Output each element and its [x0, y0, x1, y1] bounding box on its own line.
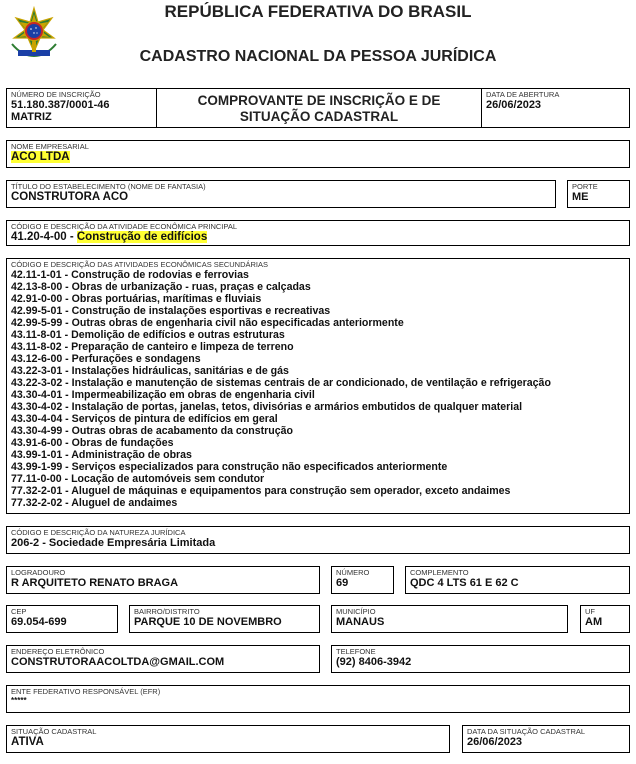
inscricao-label: NÚMERO DE INSCRIÇÃO [11, 90, 101, 99]
atividade-principal-code: 41.20-4-00 [11, 231, 67, 243]
logradouro-box [6, 566, 320, 594]
bairro-value: PARQUE 10 DE NOVEMBRO [134, 616, 282, 628]
porte-value: ME [572, 191, 589, 203]
situacao-value: ATIVA [11, 736, 44, 748]
numero-box [331, 566, 394, 594]
atividade-principal-box [6, 220, 630, 246]
inscricao-type: MATRIZ [11, 111, 52, 123]
email-label: ENDEREÇO ELETRÔNICO [11, 647, 105, 656]
uf-box [580, 605, 630, 633]
atividade-secundaria-item: 43.11-8-02 - Preparação de canteiro e limpeza de terreno [11, 341, 294, 353]
atividade-principal-label: CÓDIGO E DESCRIÇÃO DA ATIVIDADE ECONÔMICA PRINCIPAL [11, 222, 238, 231]
atividade-secundaria-item: 77.32-2-02 - Aluguel de andaimes [11, 497, 178, 509]
atividade-secundaria-item: 77.11-0-00 - Locação de automóveis sem condutor [11, 473, 265, 485]
email-value: CONSTRUTORAACOLTDA@GMAIL.COM [11, 656, 225, 668]
nome-fantasia-label: TÍTULO DO ESTABELECIMENTO (NOME DE FANTASIA) [11, 182, 206, 191]
situacao-box [6, 725, 450, 753]
atividade-secundaria-item: 43.99-1-99 - Serviços especializados para construção não especificados anteriormente [11, 461, 448, 473]
complemento-value: QDC 4 LTS 61 E 62 C [410, 577, 519, 589]
atividade-secundaria-item: 43.11-8-01 - Demolição de edifícios e outras estruturas [11, 329, 285, 341]
porte-box [567, 180, 630, 208]
atividades-secundarias-list [11, 269, 625, 509]
nome-fantasia-box [6, 180, 556, 208]
atividade-secundaria-item: 43.30-4-02 - Instalação de portas, janelas, tetos, divisórias e armários embutidos de qualquer material [11, 401, 523, 413]
numero-value: 69 [336, 577, 349, 589]
uf-label: UF [585, 607, 595, 616]
atividades-secundarias-box [6, 258, 630, 514]
atividade-secundaria-item: 42.91-0-00 - Obras portuárias, marítimas e fluviais [11, 293, 262, 305]
nome-empresarial-box [6, 140, 630, 168]
numero-label: NÚMERO [336, 568, 370, 577]
natureza-juridica-value: 206-2 - Sociedade Empresária Limitada [11, 537, 216, 549]
nome-fantasia-value: CONSTRUTORA ACO [11, 191, 129, 203]
natureza-juridica-label: CÓDIGO E DESCRIÇÃO DA NATUREZA JURÍDICA [11, 528, 186, 537]
municipio-value: MANAUS [336, 616, 385, 628]
cep-value: 69.054-699 [11, 616, 67, 628]
municipio-box [331, 605, 568, 633]
inscricao-box [6, 88, 157, 128]
atividade-principal-description: Construção de edifícios [76, 231, 208, 243]
cep-box [6, 605, 118, 633]
nome-empresarial-value: ACO LTDA [11, 151, 70, 163]
bairro-label: BAIRRO/DISTRITO [134, 607, 200, 616]
telefone-value: (92) 8406-3942 [336, 656, 412, 668]
header-title: REPÚBLICA FEDERATIVA DO BRASIL [164, 2, 472, 21]
atividade-secundaria-item: 42.99-5-01 - Construção de instalações esportivas e recreativas [11, 305, 331, 317]
atividade-principal-separator: - [66, 231, 77, 243]
natureza-juridica-box [6, 526, 630, 554]
cep-label: CEP [11, 607, 27, 616]
logradouro-value: R ARQUITETO RENATO BRAGA [11, 577, 179, 589]
header-subtitle: CADASTRO NACIONAL DA PESSOA JURÍDICA [139, 48, 497, 65]
data-abertura-label: DATA DE ABERTURA [486, 90, 560, 99]
complemento-box [405, 566, 630, 594]
atividade-secundaria-item: 43.30-4-04 - Serviços de pintura de edifícios em geral [11, 413, 278, 425]
situacao-label: SITUAÇÃO CADASTRAL [11, 727, 97, 736]
atividade-secundaria-item: 43.30-4-01 - Impermeabilização em obras de engenharia civil [11, 389, 315, 401]
data-situacao-value: 26/06/2023 [467, 736, 523, 748]
municipio-label: MUNICÍPIO [336, 607, 376, 616]
uf-value: AM [585, 616, 603, 628]
nome-empresarial-label: NOME EMPRESARIAL [11, 142, 89, 151]
telefone-box [331, 645, 630, 673]
atividade-secundaria-item: 42.13-8-00 - Obras de urbanização - ruas, praças e calçadas [11, 281, 311, 293]
atividade-secundaria-item: 77.32-2-01 - Aluguel de máquinas e equipamentos para construção sem operador, exceto andaimes [11, 485, 511, 497]
email-box [6, 645, 320, 673]
efr-label: ENTE FEDERATIVO RESPONSÁVEL (EFR) [11, 687, 161, 696]
efr-box [6, 685, 630, 713]
document-title: COMPROVANTE DE INSCRIÇÃO E DE SITUAÇÃO CADASTRAL [197, 93, 441, 124]
data-situacao-label: DATA DA SITUAÇÃO CADASTRAL [467, 727, 586, 736]
atividades-secundarias-label: CÓDIGO E DESCRIÇÃO DAS ATIVIDADES ECONÔMICAS SECUNDÁRIAS [11, 260, 268, 269]
atividade-secundaria-item: 43.12-6-00 - Perfurações e sondagens [11, 353, 201, 365]
atividade-secundaria-item: 43.22-3-02 - Instalação e manutenção de sistemas centrais de ar condicionado, de ventilação e refrigeração [11, 377, 551, 389]
data-abertura-box [481, 88, 630, 128]
document-title-box [156, 88, 482, 128]
atividade-secundaria-item: 43.99-1-01 - Administração de obras [11, 449, 192, 461]
coat-of-arms-icon [8, 6, 60, 60]
data-situacao-box [462, 725, 630, 753]
telefone-label: TELEFONE [336, 647, 376, 656]
logradouro-label: LOGRADOURO [11, 568, 66, 577]
atividade-secundaria-item: 43.30-4-99 - Outras obras de acabamento da construção [11, 425, 294, 437]
atividade-secundaria-item: 42.11-1-01 - Construção de rodovias e ferrovias [11, 269, 249, 281]
atividade-secundaria-item: 43.22-3-01 - Instalações hidráulicas, sanitárias e de gás [11, 365, 289, 377]
atividade-secundaria-item: 42.99-5-99 - Outras obras de engenharia civil não especificadas anteriormente [11, 317, 404, 329]
inscricao-number: 51.180.387/0001-46 [11, 99, 110, 111]
efr-value: ***** [11, 696, 27, 705]
atividade-secundaria-item: 43.91-6-00 - Obras de fundações [11, 437, 174, 449]
bairro-box [129, 605, 320, 633]
data-abertura-value: 26/06/2023 [486, 99, 542, 111]
complemento-label: COMPLEMENTO [410, 568, 469, 577]
porte-label: PORTE [572, 182, 598, 191]
